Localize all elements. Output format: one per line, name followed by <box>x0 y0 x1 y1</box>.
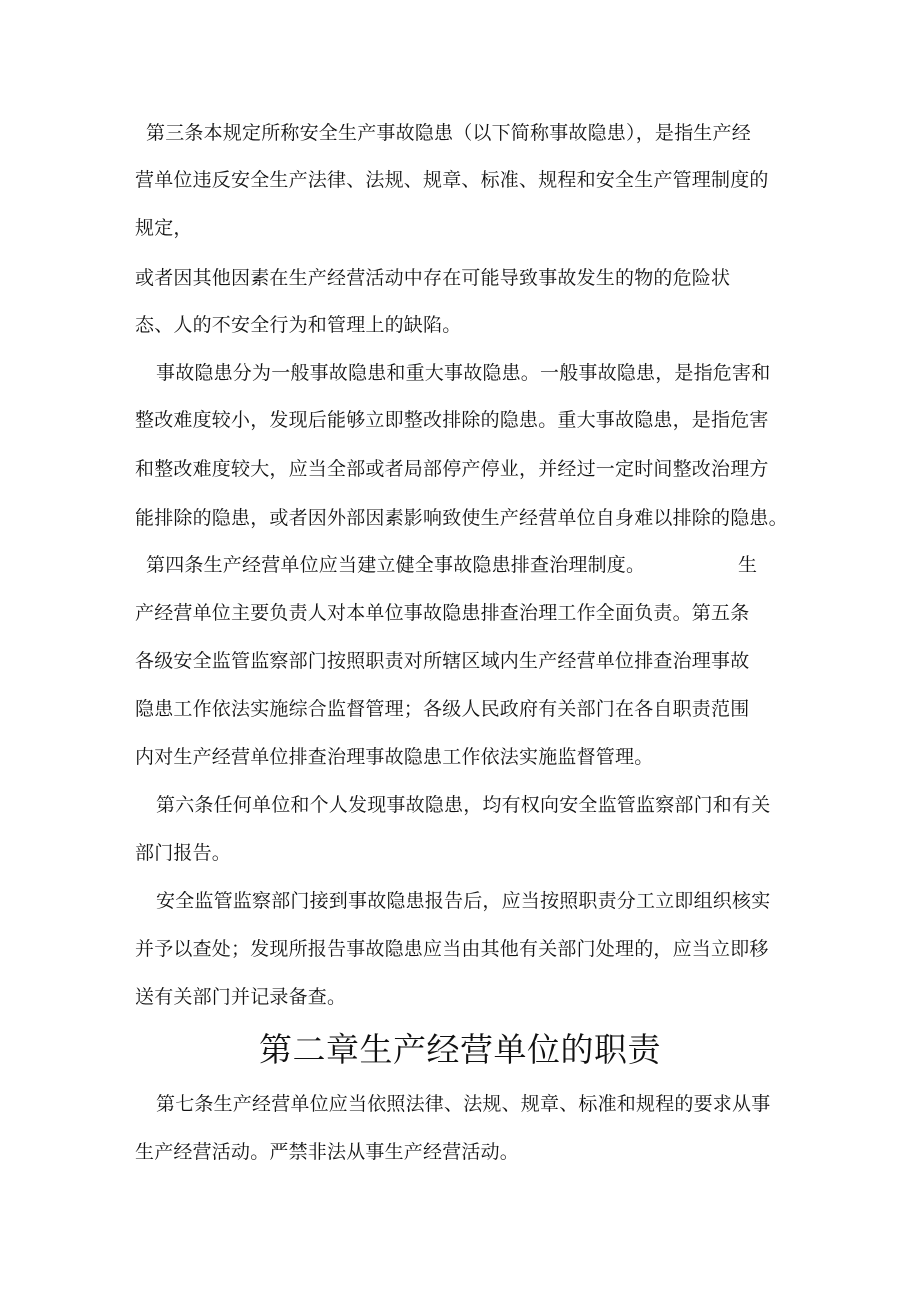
hazard-types-line1: 事故隐患分为一般事故隐患和重大事故隐患。一般事故隐患，是指危害和 <box>156 362 771 384</box>
chapter-heading: 第二章生产经营单位的职责 <box>259 1030 661 1069</box>
article5-line3: 各级安全监管监察部门按照职责对所辖区域内生产经营单位排查治理事故 <box>135 650 750 672</box>
hazard-types-line2: 整改难度较小，发现后能够立即整改排除的隐患。重大事故隐患，是指危害 <box>135 409 769 431</box>
article3-line2: 营单位违反安全生产法律、法规、规章、标准、规程和安全生产管理制度的 <box>135 169 769 191</box>
article4-line2: 产经营单位主要负责人对本单位事故隐患排查治理工作全面负责。第五条 <box>135 602 750 624</box>
report-handling-line3: 送有关部门并记录备查。 <box>135 986 347 1008</box>
article4-line1: 第四条生产经营单位应当建立健全事故隐患排查治理制度。 <box>146 554 646 576</box>
article5-line4: 隐患工作依法实施综合监督管理；各级人民政府有关部门在各自职责范围 <box>135 698 750 720</box>
article5-line5: 内对生产经营单位排查治理事故隐患工作依法实施监督管理。 <box>135 746 654 768</box>
article7-line1: 第七条生产经营单位应当依照法律、法规、规章、标准和规程的要求从事 <box>156 1093 771 1115</box>
article3-line1: 第三条本规定所称安全生产事故隐患（以下简称事故隐患），是指生产经 <box>146 122 751 144</box>
report-handling-line2: 并予以查处；发现所报告事故隐患应当由其他有关部门处理的，应当立即移 <box>135 938 769 960</box>
article6-line1: 第六条任何单位和个人发现事故隐患，均有权向安全监管监察部门和有关 <box>156 794 771 816</box>
hazard-types-line4: 能排除的隐患，或者因外部因素影响致使生产经营单位自身难以排除的隐患。 <box>135 507 788 529</box>
article3-line4: 或者因其他因素在生产经营活动中存在可能导致事故发生的物的危险状 <box>135 267 731 289</box>
report-handling-line1: 安全监管监察部门接到事故隐患报告后，应当按照职责分工立即组织核实 <box>156 890 771 912</box>
hazard-types-line3: 和整改难度较大，应当全部或者局部停产停业，并经过一定时间整改治理方 <box>135 458 769 480</box>
article4-line1-tail: 生 <box>738 554 758 576</box>
article3-line3: 规定， <box>135 217 193 239</box>
article6-line2: 部门报告。 <box>135 842 232 864</box>
article7-line2: 生产经营活动。严禁非法从事生产经营活动。 <box>135 1141 520 1163</box>
article3-line5: 态、人的不安全行为和管理上的缺陷。 <box>135 314 462 336</box>
